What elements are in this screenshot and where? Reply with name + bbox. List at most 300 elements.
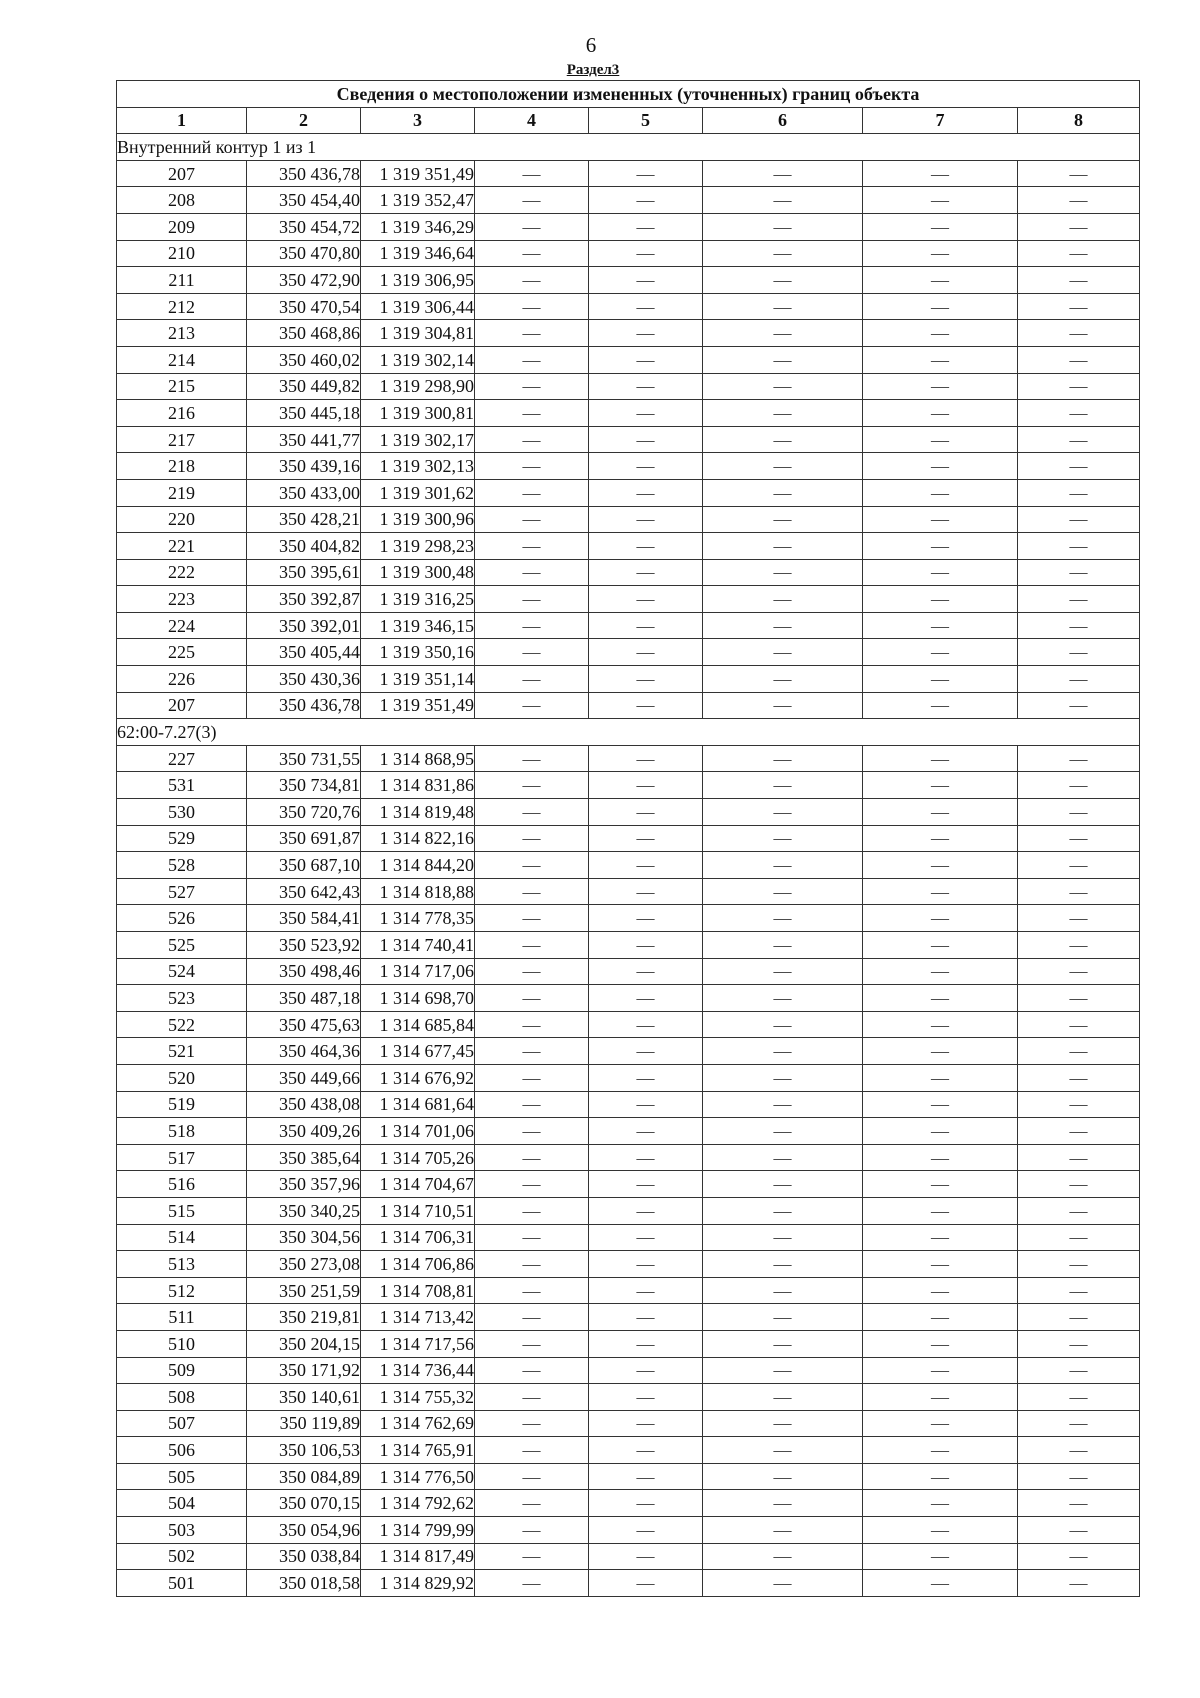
point-number: 218 [117,453,247,480]
empty-value-dash: — [1018,852,1140,879]
empty-value-dash: — [589,1463,703,1490]
empty-value-dash: — [703,320,863,347]
coord-x: 350 445,18 [247,400,361,427]
empty-value-dash: — [589,1038,703,1065]
coord-x: 350 340,25 [247,1197,361,1224]
coord-y: 1 314 736,44 [361,1357,475,1384]
table-row [117,346,1140,373]
empty-value-dash: — [863,1277,1018,1304]
empty-value-dash: — [589,1384,703,1411]
empty-value-dash: — [475,1330,589,1357]
table-row [117,1384,1140,1411]
coord-x: 350 441,77 [247,426,361,453]
empty-value-dash: — [863,1171,1018,1198]
table-row [117,373,1140,400]
empty-value-dash: — [475,373,589,400]
empty-value-dash: — [475,187,589,214]
coord-x: 350 464,36 [247,1038,361,1065]
empty-value-dash: — [475,985,589,1012]
empty-value-dash: — [589,160,703,187]
point-number: 514 [117,1224,247,1251]
empty-value-dash: — [475,586,589,613]
column-number: 2 [247,107,361,134]
coord-x: 350 487,18 [247,985,361,1012]
empty-value-dash: — [1018,400,1140,427]
empty-value-dash: — [475,1118,589,1145]
table-row [117,692,1140,719]
coord-x: 350 691,87 [247,825,361,852]
empty-value-dash: — [1018,1224,1140,1251]
group-header-row [117,134,1140,161]
coord-x: 350 171,92 [247,1357,361,1384]
empty-value-dash: — [1018,639,1140,666]
empty-value-dash: — [703,453,863,480]
empty-value-dash: — [475,267,589,294]
point-number: 512 [117,1277,247,1304]
empty-value-dash: — [1018,932,1140,959]
point-number: 207 [117,692,247,719]
point-number: 224 [117,612,247,639]
empty-value-dash: — [863,1224,1018,1251]
empty-value-dash: — [475,799,589,826]
empty-value-dash: — [863,373,1018,400]
table-row [117,293,1140,320]
empty-value-dash: — [589,479,703,506]
empty-value-dash: — [863,1543,1018,1570]
table-row [117,1330,1140,1357]
empty-value-dash: — [1018,426,1140,453]
point-number: 525 [117,932,247,959]
coord-x: 350 018,58 [247,1570,361,1597]
table-row [117,905,1140,932]
empty-value-dash: — [475,1570,589,1597]
point-number: 516 [117,1171,247,1198]
empty-value-dash: — [475,479,589,506]
coord-y: 1 314 698,70 [361,985,475,1012]
empty-value-dash: — [589,1118,703,1145]
point-number: 214 [117,346,247,373]
coord-y: 1 319 304,81 [361,320,475,347]
point-number: 517 [117,1144,247,1171]
table-row [117,1118,1140,1145]
point-number: 511 [117,1304,247,1331]
coord-y: 1 314 705,26 [361,1144,475,1171]
empty-value-dash: — [703,905,863,932]
coord-y: 1 314 831,86 [361,772,475,799]
empty-value-dash: — [475,1384,589,1411]
empty-value-dash: — [863,1011,1018,1038]
table-row [117,1144,1140,1171]
point-number: 519 [117,1091,247,1118]
empty-value-dash: — [863,1357,1018,1384]
coord-y: 1 314 776,50 [361,1463,475,1490]
table-row [117,1357,1140,1384]
empty-value-dash: — [589,453,703,480]
empty-value-dash: — [589,1437,703,1464]
empty-value-dash: — [703,1490,863,1517]
coord-y: 1 319 300,81 [361,400,475,427]
empty-value-dash: — [475,1304,589,1331]
empty-value-dash: — [703,1251,863,1278]
point-number: 522 [117,1011,247,1038]
empty-value-dash: — [863,639,1018,666]
empty-value-dash: — [703,479,863,506]
empty-value-dash: — [703,533,863,560]
empty-value-dash: — [863,1517,1018,1544]
empty-value-dash: — [475,1517,589,1544]
coord-x: 350 454,40 [247,187,361,214]
empty-value-dash: — [589,240,703,267]
empty-value-dash: — [589,1357,703,1384]
empty-value-dash: — [863,506,1018,533]
empty-value-dash: — [589,1517,703,1544]
empty-value-dash: — [475,1224,589,1251]
coord-y: 1 314 792,62 [361,1490,475,1517]
empty-value-dash: — [863,905,1018,932]
coord-x: 350 470,80 [247,240,361,267]
coord-y: 1 314 708,81 [361,1277,475,1304]
empty-value-dash: — [475,160,589,187]
empty-value-dash: — [863,400,1018,427]
coord-y: 1 319 301,62 [361,479,475,506]
coord-x: 350 498,46 [247,958,361,985]
table-row [117,932,1140,959]
table-row [117,745,1140,772]
point-number: 526 [117,905,247,932]
empty-value-dash: — [1018,267,1140,294]
empty-value-dash: — [863,267,1018,294]
coord-x: 350 251,59 [247,1277,361,1304]
coord-y: 1 314 713,42 [361,1304,475,1331]
empty-value-dash: — [703,958,863,985]
point-number: 501 [117,1570,247,1597]
point-number: 220 [117,506,247,533]
empty-value-dash: — [475,1144,589,1171]
table-row [117,1304,1140,1331]
table-row [117,1038,1140,1065]
section-title: Раздел3 [566,62,620,78]
point-number: 518 [117,1118,247,1145]
empty-value-dash: — [703,1304,863,1331]
point-number: 523 [117,985,247,1012]
empty-value-dash: — [703,240,863,267]
empty-value-dash: — [475,878,589,905]
empty-value-dash: — [863,878,1018,905]
empty-value-dash: — [863,1463,1018,1490]
table-row [117,799,1140,826]
empty-value-dash: — [1018,213,1140,240]
coord-x: 350 119,89 [247,1410,361,1437]
empty-value-dash: — [475,533,589,560]
table-row [117,1490,1140,1517]
coord-x: 350 449,66 [247,1064,361,1091]
coord-y: 1 314 681,64 [361,1091,475,1118]
empty-value-dash: — [1018,1437,1140,1464]
empty-value-dash: — [703,1118,863,1145]
table-row [117,1224,1140,1251]
table-row [117,639,1140,666]
empty-value-dash: — [1018,1064,1140,1091]
empty-value-dash: — [589,932,703,959]
empty-value-dash: — [703,825,863,852]
empty-value-dash: — [703,985,863,1012]
empty-value-dash: — [1018,1517,1140,1544]
coord-x: 350 523,92 [247,932,361,959]
empty-value-dash: — [589,506,703,533]
empty-value-dash: — [1018,666,1140,693]
empty-value-dash: — [475,1171,589,1198]
table-row [117,1437,1140,1464]
coord-x: 350 140,61 [247,1384,361,1411]
coord-x: 350 204,15 [247,1330,361,1357]
empty-value-dash: — [863,825,1018,852]
empty-value-dash: — [703,692,863,719]
empty-value-dash: — [703,1357,863,1384]
empty-value-dash: — [703,1171,863,1198]
empty-value-dash: — [863,666,1018,693]
empty-value-dash: — [589,958,703,985]
empty-value-dash: — [863,1384,1018,1411]
empty-value-dash: — [1018,1357,1140,1384]
table-body [117,134,1140,1597]
point-number: 531 [117,772,247,799]
empty-value-dash: — [863,346,1018,373]
coord-x: 350 436,78 [247,692,361,719]
coord-y: 1 314 717,56 [361,1330,475,1357]
coord-y: 1 319 316,25 [361,586,475,613]
coord-y: 1 319 306,44 [361,293,475,320]
empty-value-dash: — [703,586,863,613]
empty-value-dash: — [703,373,863,400]
group-label: 62:00-7.27(3) [117,719,1140,746]
empty-value-dash: — [475,293,589,320]
empty-value-dash: — [1018,745,1140,772]
empty-value-dash: — [703,612,863,639]
empty-value-dash: — [703,772,863,799]
empty-value-dash: — [475,852,589,879]
empty-value-dash: — [589,320,703,347]
coord-x: 350 687,10 [247,852,361,879]
empty-value-dash: — [589,1570,703,1597]
empty-value-dash: — [863,240,1018,267]
coord-y: 1 319 350,16 [361,639,475,666]
point-number: 508 [117,1384,247,1411]
empty-value-dash: — [703,932,863,959]
coord-x: 350 038,84 [247,1543,361,1570]
empty-value-dash: — [475,453,589,480]
empty-value-dash: — [863,958,1018,985]
point-number: 521 [117,1038,247,1065]
coord-x: 350 357,96 [247,1171,361,1198]
table-row [117,985,1140,1012]
empty-value-dash: — [1018,160,1140,187]
column-number: 7 [863,107,1018,134]
point-number: 219 [117,479,247,506]
coord-x: 350 642,43 [247,878,361,905]
coord-x: 350 395,61 [247,559,361,586]
coord-y: 1 319 306,95 [361,267,475,294]
coord-y: 1 319 352,47 [361,187,475,214]
coord-y: 1 314 704,67 [361,1171,475,1198]
table-row [117,213,1140,240]
empty-value-dash: — [1018,1171,1140,1198]
column-number: 3 [361,107,475,134]
empty-value-dash: — [863,213,1018,240]
point-number: 503 [117,1517,247,1544]
empty-value-dash: — [703,878,863,905]
empty-value-dash: — [1018,506,1140,533]
empty-value-dash: — [1018,1543,1140,1570]
empty-value-dash: — [475,240,589,267]
coord-y: 1 314 677,45 [361,1038,475,1065]
point-number: 208 [117,187,247,214]
coord-y: 1 314 765,91 [361,1437,475,1464]
empty-value-dash: — [703,1197,863,1224]
table-row [117,1277,1140,1304]
table-row [117,958,1140,985]
table-row [117,666,1140,693]
empty-value-dash: — [863,772,1018,799]
table-row [117,1064,1140,1091]
empty-value-dash: — [863,1144,1018,1171]
table-row [117,400,1140,427]
empty-value-dash: — [1018,1277,1140,1304]
empty-value-dash: — [589,293,703,320]
empty-value-dash: — [475,825,589,852]
table-row [117,320,1140,347]
table-row [117,1410,1140,1437]
empty-value-dash: — [589,1277,703,1304]
empty-value-dash: — [863,799,1018,826]
empty-value-dash: — [863,160,1018,187]
empty-value-dash: — [589,586,703,613]
empty-value-dash: — [863,985,1018,1012]
coord-x: 350 460,02 [247,346,361,373]
coord-y: 1 314 685,84 [361,1011,475,1038]
coord-x: 350 468,86 [247,320,361,347]
coord-y: 1 314 818,88 [361,878,475,905]
empty-value-dash: — [1018,586,1140,613]
table-row [117,852,1140,879]
point-number: 529 [117,825,247,852]
column-number: 4 [475,107,589,134]
empty-value-dash: — [475,426,589,453]
coord-y: 1 319 346,15 [361,612,475,639]
coord-y: 1 314 829,92 [361,1570,475,1597]
empty-value-dash: — [863,1330,1018,1357]
empty-value-dash: — [589,373,703,400]
empty-value-dash: — [1018,453,1140,480]
coord-y: 1 314 755,32 [361,1384,475,1411]
empty-value-dash: — [589,1490,703,1517]
empty-value-dash: — [589,985,703,1012]
coord-x: 350 436,78 [247,160,361,187]
coord-y: 1 319 351,14 [361,666,475,693]
table-row [117,1463,1140,1490]
coord-x: 350 731,55 [247,745,361,772]
empty-value-dash: — [589,426,703,453]
table-row [117,878,1140,905]
table-row [117,825,1140,852]
coord-y: 1 314 717,06 [361,958,475,985]
empty-value-dash: — [703,160,863,187]
empty-value-dash: — [863,1064,1018,1091]
empty-value-dash: — [863,1038,1018,1065]
table-caption: Сведения о местоположении измененных (уточненных) границ объекта [117,81,1140,108]
point-number: 226 [117,666,247,693]
empty-value-dash: — [863,692,1018,719]
coord-y: 1 314 740,41 [361,932,475,959]
empty-value-dash: — [703,293,863,320]
coord-y: 1 319 302,13 [361,453,475,480]
coord-y: 1 319 351,49 [361,160,475,187]
empty-value-dash: — [1018,320,1140,347]
point-number: 505 [117,1463,247,1490]
empty-value-dash: — [1018,1118,1140,1145]
empty-value-dash: — [863,479,1018,506]
empty-value-dash: — [863,533,1018,560]
empty-value-dash: — [589,1304,703,1331]
empty-value-dash: — [1018,692,1140,719]
empty-value-dash: — [703,267,863,294]
empty-value-dash: — [589,1410,703,1437]
empty-value-dash: — [1018,1197,1140,1224]
table-caption-row [117,81,1140,108]
table-row [117,1570,1140,1597]
table-row [117,586,1140,613]
empty-value-dash: — [863,1490,1018,1517]
coord-x: 350 409,26 [247,1118,361,1145]
empty-value-dash: — [1018,612,1140,639]
coord-x: 350 430,36 [247,666,361,693]
coord-x: 350 070,15 [247,1490,361,1517]
empty-value-dash: — [863,1197,1018,1224]
column-number: 6 [703,107,863,134]
empty-value-dash: — [863,745,1018,772]
point-number: 504 [117,1490,247,1517]
empty-value-dash: — [1018,187,1140,214]
coord-x: 350 454,72 [247,213,361,240]
empty-value-dash: — [703,1330,863,1357]
empty-value-dash: — [863,1251,1018,1278]
coord-x: 350 475,63 [247,1011,361,1038]
coord-y: 1 319 346,29 [361,213,475,240]
table-row [117,506,1140,533]
empty-value-dash: — [1018,1490,1140,1517]
coord-x: 350 106,53 [247,1437,361,1464]
empty-value-dash: — [863,1437,1018,1464]
empty-value-dash: — [475,639,589,666]
coord-y: 1 314 778,35 [361,905,475,932]
empty-value-dash: — [589,745,703,772]
table-row [117,559,1140,586]
point-number: 502 [117,1543,247,1570]
coord-y: 1 314 817,49 [361,1543,475,1570]
empty-value-dash: — [589,799,703,826]
empty-value-dash: — [863,852,1018,879]
empty-value-dash: — [589,533,703,560]
coord-x: 350 392,01 [247,612,361,639]
coord-x: 350 470,54 [247,293,361,320]
empty-value-dash: — [475,1543,589,1570]
table-row [117,612,1140,639]
empty-value-dash: — [1018,878,1140,905]
coord-x: 350 219,81 [247,1304,361,1331]
empty-value-dash: — [475,905,589,932]
empty-value-dash: — [475,506,589,533]
empty-value-dash: — [1018,958,1140,985]
point-number: 225 [117,639,247,666]
